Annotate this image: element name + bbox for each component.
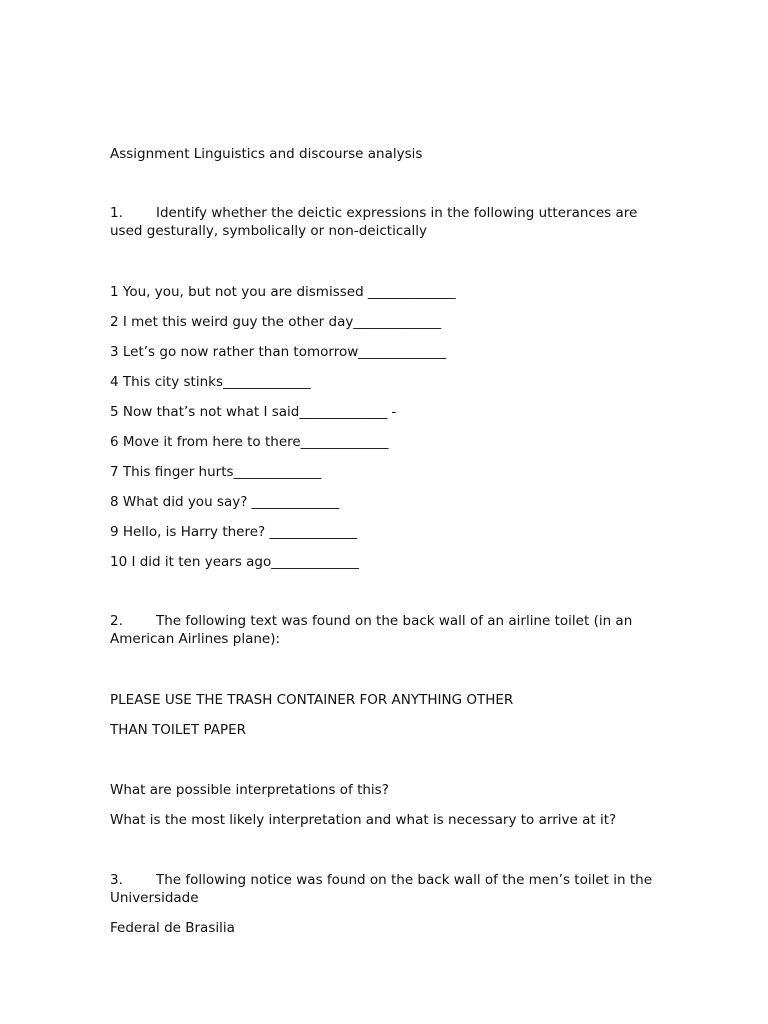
question-2-prompt-2: What is the most likely interpretation and what is necessary to arrive at it? (110, 812, 617, 828)
document-title: Assignment Linguistics and discourse analysis (110, 146, 423, 162)
utterance-item-1: 1 You, you, but not you are dismissed _____________ (110, 284, 456, 300)
notice-line-1: PLEASE USE THE TRASH CONTAINER FOR ANYTHING OTHER (110, 692, 514, 708)
utterance-item-10: 10 I did it ten years ago_____________ (110, 554, 359, 570)
question-2 (110, 612, 670, 648)
question-2-number: 2. (110, 613, 123, 629)
utterance-item-7: 7 This finger hurts_____________ (110, 464, 322, 480)
question-1 (110, 204, 670, 240)
question-1-text: Identify whether the deictic expressions in the following utterances are used gesturally, symbolically or non-deictically (110, 205, 638, 239)
utterance-item-4: 4 This city stinks_____________ (110, 374, 311, 390)
question-1-number: 1. (110, 205, 123, 221)
utterance-item-2: 2 I met this weird guy the other day_____________ (110, 314, 442, 330)
notice-line-2: THAN TOILET PAPER (110, 722, 247, 738)
question-2-prompt-1: What are possible interpretations of this? (110, 782, 389, 798)
question-3-number: 3. (110, 872, 123, 888)
utterance-item-6: 6 Move it from here to there_____________ (110, 434, 389, 450)
utterance-item-9: 9 Hello, is Harry there? _____________ (110, 524, 358, 540)
question-3-line-2: Federal de Brasilia (110, 920, 235, 936)
utterance-item-8: 8 What did you say? _____________ (110, 494, 340, 510)
question-2-text: The following text was found on the back wall of an airline toilet (in an American Airlines plane): (110, 613, 633, 647)
question-3-text: The following notice was found on the back wall of the men’s toilet in the Universidade (110, 872, 652, 906)
utterance-item-5: 5 Now that’s not what I said_____________ - (110, 404, 397, 420)
utterance-item-3: 3 Let’s go now rather than tomorrow_____________ (110, 344, 447, 360)
question-3 (110, 871, 670, 907)
